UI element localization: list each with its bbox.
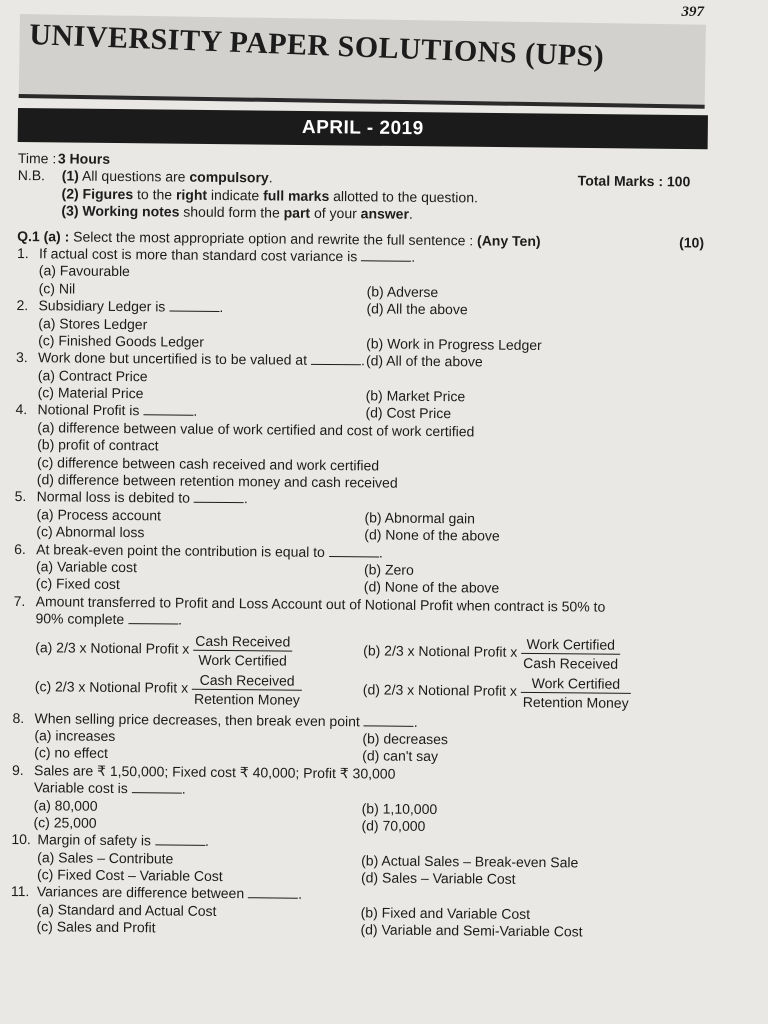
option: (a) Standard and Actual Cost [36, 901, 217, 919]
question-9-cont: Variable cost is . [33, 779, 186, 797]
nb-label: N.B. [17, 167, 46, 184]
fraction: $\frac{\text{Cash Received}}{\text{Work Certified}}$ [193, 631, 292, 669]
option: (a) Stores Ledger [38, 314, 148, 332]
option: (a) Process account [36, 506, 162, 524]
note-text: (3) Working notes should form the part of your answer. [61, 202, 413, 222]
question-7: 7. Amount transferred to Profit and Loss Account out of Notional Profit when contract is 50% to [13, 592, 606, 615]
option: (a) Variable cost [35, 558, 137, 576]
time-label: Time : [17, 150, 57, 167]
option: (c) 2/3 x Notional Profit x $\frac{\text{Cash Received}}{\text{Retention Money}}$ [35, 669, 302, 709]
option: (b) Abnormal gain [364, 509, 476, 527]
option: (b) Market Price [365, 387, 466, 405]
question-4: 4. Notional Profit is . (d) Cost Price [15, 401, 452, 422]
option: (d) Sales – Variable Cost [360, 869, 516, 887]
question-10: 10. Margin of safety is . [11, 831, 209, 850]
answer-blank [132, 781, 182, 793]
option-row [13, 628, 713, 676]
answer-blank [364, 714, 414, 726]
option: (d) can't say [362, 747, 439, 765]
option: (c) difference between cash received and work certified [36, 453, 380, 474]
fraction: $\frac{\text{Work Certified}}{\text{Cash Received}}$ [521, 634, 620, 672]
option: (b) Actual Sales – Break-even Sale [361, 851, 579, 871]
option: (b) 2/3 x Notional Profit x $\frac{\text{Work Certified}}{\text{Cash Received}}$ [363, 633, 620, 672]
option: (d) Variable and Semi-Variable Cost [360, 921, 583, 940]
answer-blank [329, 545, 379, 557]
option: (d) Cost Price [365, 404, 452, 422]
option-row [13, 669, 713, 717]
question-1: 1. If actual cost is more than standard cost variance is . [16, 244, 416, 265]
option: (a) Contract Price [37, 366, 148, 384]
option: (d) All of the above [365, 352, 483, 370]
question-11: 11. Variances are difference between . [10, 883, 303, 903]
question-5: 5. Normal loss is debited to . [14, 488, 248, 507]
time-value: 3 Hours [57, 150, 111, 167]
option: (b) 1,10,000 [361, 799, 438, 817]
note-text: (1) All questions are compulsory. [61, 167, 273, 186]
answer-blank [169, 300, 219, 312]
answer-blank [248, 887, 298, 899]
option: (b) profit of contract [37, 436, 159, 454]
answer-blank [128, 612, 178, 624]
option: (c) Sales and Profit [36, 918, 156, 936]
fraction: $\frac{\text{Work Certified}}{\text{Retention Money}}$ [521, 673, 631, 711]
option: (c) Fixed Cost – Variable Cost [36, 866, 223, 885]
option: (b) Adverse [366, 283, 439, 300]
question-7-cont: 90% complete . [35, 610, 183, 628]
question-8: 8. When selling price decreases, then break even point . [12, 709, 418, 730]
question-2: 2. Subsidiary Ledger is . (d) All the above [16, 297, 468, 318]
question-paper [10, 150, 718, 942]
option: (b) Work in Progress Ledger [366, 335, 542, 353]
answer-blank [311, 353, 361, 365]
option: (b) decreases [362, 730, 449, 748]
exam-session-bar [18, 108, 708, 149]
q1-instruction: Q.1 (a) : Select the most appropriate option and rewrite the full sentence : (Any Ten) [17, 227, 541, 249]
option: (b) Fixed and Variable Cost [360, 904, 531, 922]
q1-marks: (10) [679, 233, 705, 251]
option: (c) Abnormal loss [36, 523, 145, 541]
note-text: (2) Figures to the right indicate full marks allotted to the question. [61, 185, 479, 206]
fraction: $\frac{\text{Cash Received}}{\text{Retention Money}}$ [192, 670, 302, 708]
option: (a) 80,000 [33, 796, 98, 814]
option: (a) increases [34, 727, 116, 744]
answer-blank [194, 491, 244, 503]
option: (c) Finished Goods Ledger [38, 332, 205, 350]
option: (c) Material Price [37, 384, 144, 402]
total-marks: Total Marks : 100 [577, 172, 691, 190]
option: (a) Favourable [38, 262, 130, 280]
option: (c) no effect [34, 744, 108, 762]
option: (b) Zero [363, 561, 414, 578]
option: (c) Nil [38, 279, 76, 297]
answer-blank [361, 249, 411, 261]
option: (d) All the above [366, 300, 468, 318]
question-3: 3. Work done but uncertified is to be valued at . (d) All of the above [15, 349, 483, 370]
page-title: UNIVERSITY PAPER SOLUTIONS (UPS) [28, 18, 605, 74]
option: (c) Fixed cost [35, 575, 120, 593]
exam-session-label: APRIL - 2019 [301, 116, 424, 140]
question-9: 9. Sales are ₹ 1,50,000; Fixed cost ₹ 40,000; Profit ₹ 30,000 [11, 761, 396, 782]
option: (d) None of the above [363, 578, 500, 597]
option: (d) 70,000 [361, 817, 426, 834]
question-6: 6. At break-even point the contribution is equal to . [14, 540, 383, 561]
option: (a) difference between value of work certified and cost of work certified [37, 419, 475, 440]
page-number: 397 [681, 4, 704, 20]
option: (a) Sales – Contribute [37, 848, 174, 867]
option: (d) 2/3 x Notional Profit x $\frac{\text{Work Certified}}{\text{Retention Money}}$ [363, 672, 631, 712]
answer-blank [155, 834, 205, 846]
option: (d) difference between retention money and cash received [36, 471, 398, 491]
option: (a) 2/3 x Notional Profit x $\frac{\text{Cash Received}}{\text{Work Certified}}$ [35, 630, 292, 669]
option: (c) 25,000 [33, 814, 97, 831]
option: (d) None of the above [364, 526, 500, 544]
answer-blank [143, 404, 193, 416]
